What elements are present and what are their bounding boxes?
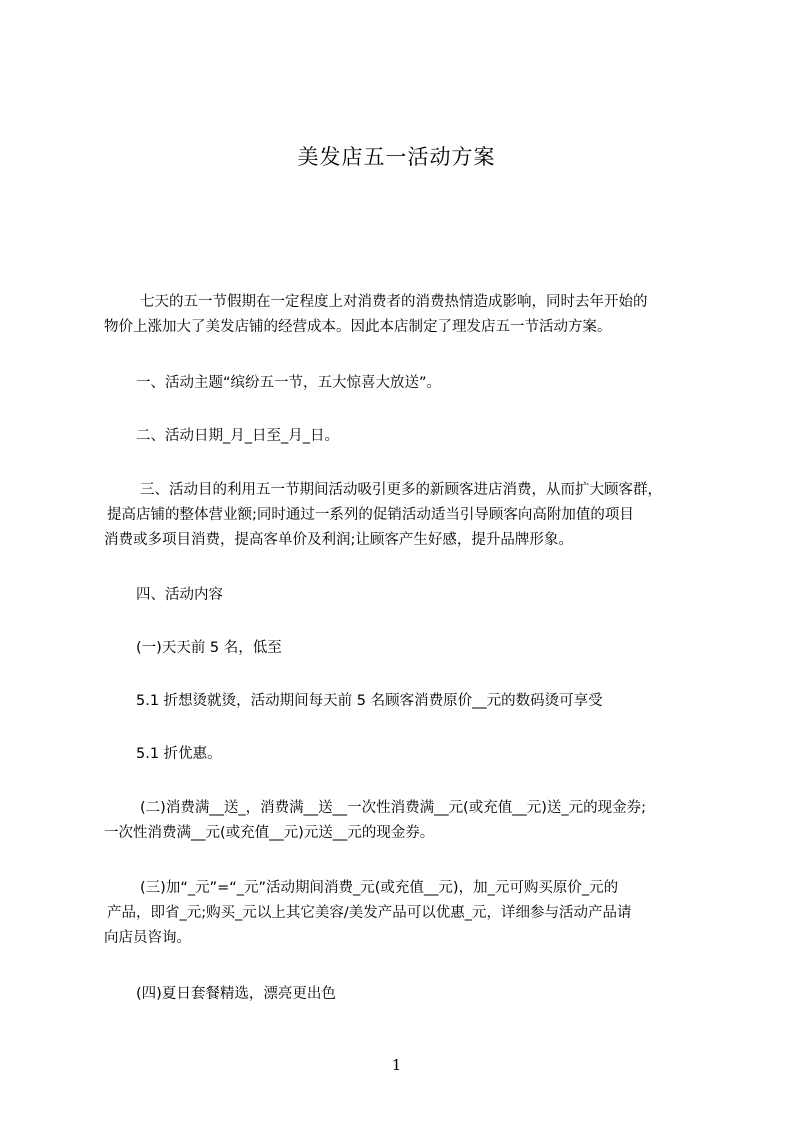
- text-line: (三)加“_元”=“_元”活动期间消费_元(或充值__元)，加_元可购买原价_元的: [140, 880, 619, 896]
- text-line: 提高店铺的整体营业额;同时通过一系列的促销活动适当引导顾客向高附加值的项目: [107, 507, 634, 523]
- text-line: (二)消费满__送_，消费满__送__一次性消费满__元(或充值__元)送_元的现金券;: [140, 800, 647, 816]
- text-line: 5.1 折优惠。: [136, 746, 222, 762]
- document-title: 美发店五一活动方案: [297, 145, 496, 169]
- section-content-heading: [136, 583, 736, 608]
- text-line: 产品，即省_元;购买_元以上其它美容/美发产品可以优惠_元，详细参与活动产品请: [107, 905, 632, 921]
- text-line: 5.1 折想烫就烫，活动期间每天前 5 名顾客消费原价__元的数码烫可享受: [136, 693, 603, 709]
- text-line: 七天的五一节假期在一定程度上对消费者的消费热情造成影响，同时去年开始的: [140, 294, 648, 310]
- text-line: 一次性消费满__元(或充值__元)元送__元的现金券。: [104, 825, 435, 841]
- text-line: 向店员咨询。: [104, 930, 191, 946]
- section-date: [136, 424, 736, 449]
- text-line: 四、活动内容: [136, 587, 223, 603]
- text-line: (一)天天前 5 名，低至: [136, 640, 282, 656]
- text-line: 消费或多项目消费，提高客单价及利润;让顾客产生好感，提升品牌形象。: [104, 532, 573, 548]
- intro-paragraph: [104, 290, 704, 340]
- content-item-1-detail: [136, 689, 736, 714]
- section-purpose: [104, 478, 704, 553]
- content-item-4: [136, 982, 736, 1007]
- section-theme: [136, 371, 736, 396]
- content-item-2: [104, 796, 704, 846]
- text-line: 一、活动主题“缤纷五一节，五大惊喜大放送”。: [136, 375, 442, 391]
- text-line: (四)夏日套餐精选，漂亮更出色: [136, 986, 336, 1002]
- text-line: 三、活动目的利用五一节期间活动吸引更多的新顾客进店消费，从而扩大顾客群，: [140, 482, 662, 498]
- page-number: 1: [391, 1056, 402, 1074]
- content-item-1-discount: [136, 742, 736, 767]
- content-item-1: [136, 636, 736, 661]
- text-line: 物价上涨加大了美发店铺的经营成本。因此本店制定了理发店五一节活动方案。: [104, 319, 612, 335]
- content-item-3: [104, 876, 704, 951]
- text-line: 二、活动日期_月_日至_月_日。: [136, 428, 339, 444]
